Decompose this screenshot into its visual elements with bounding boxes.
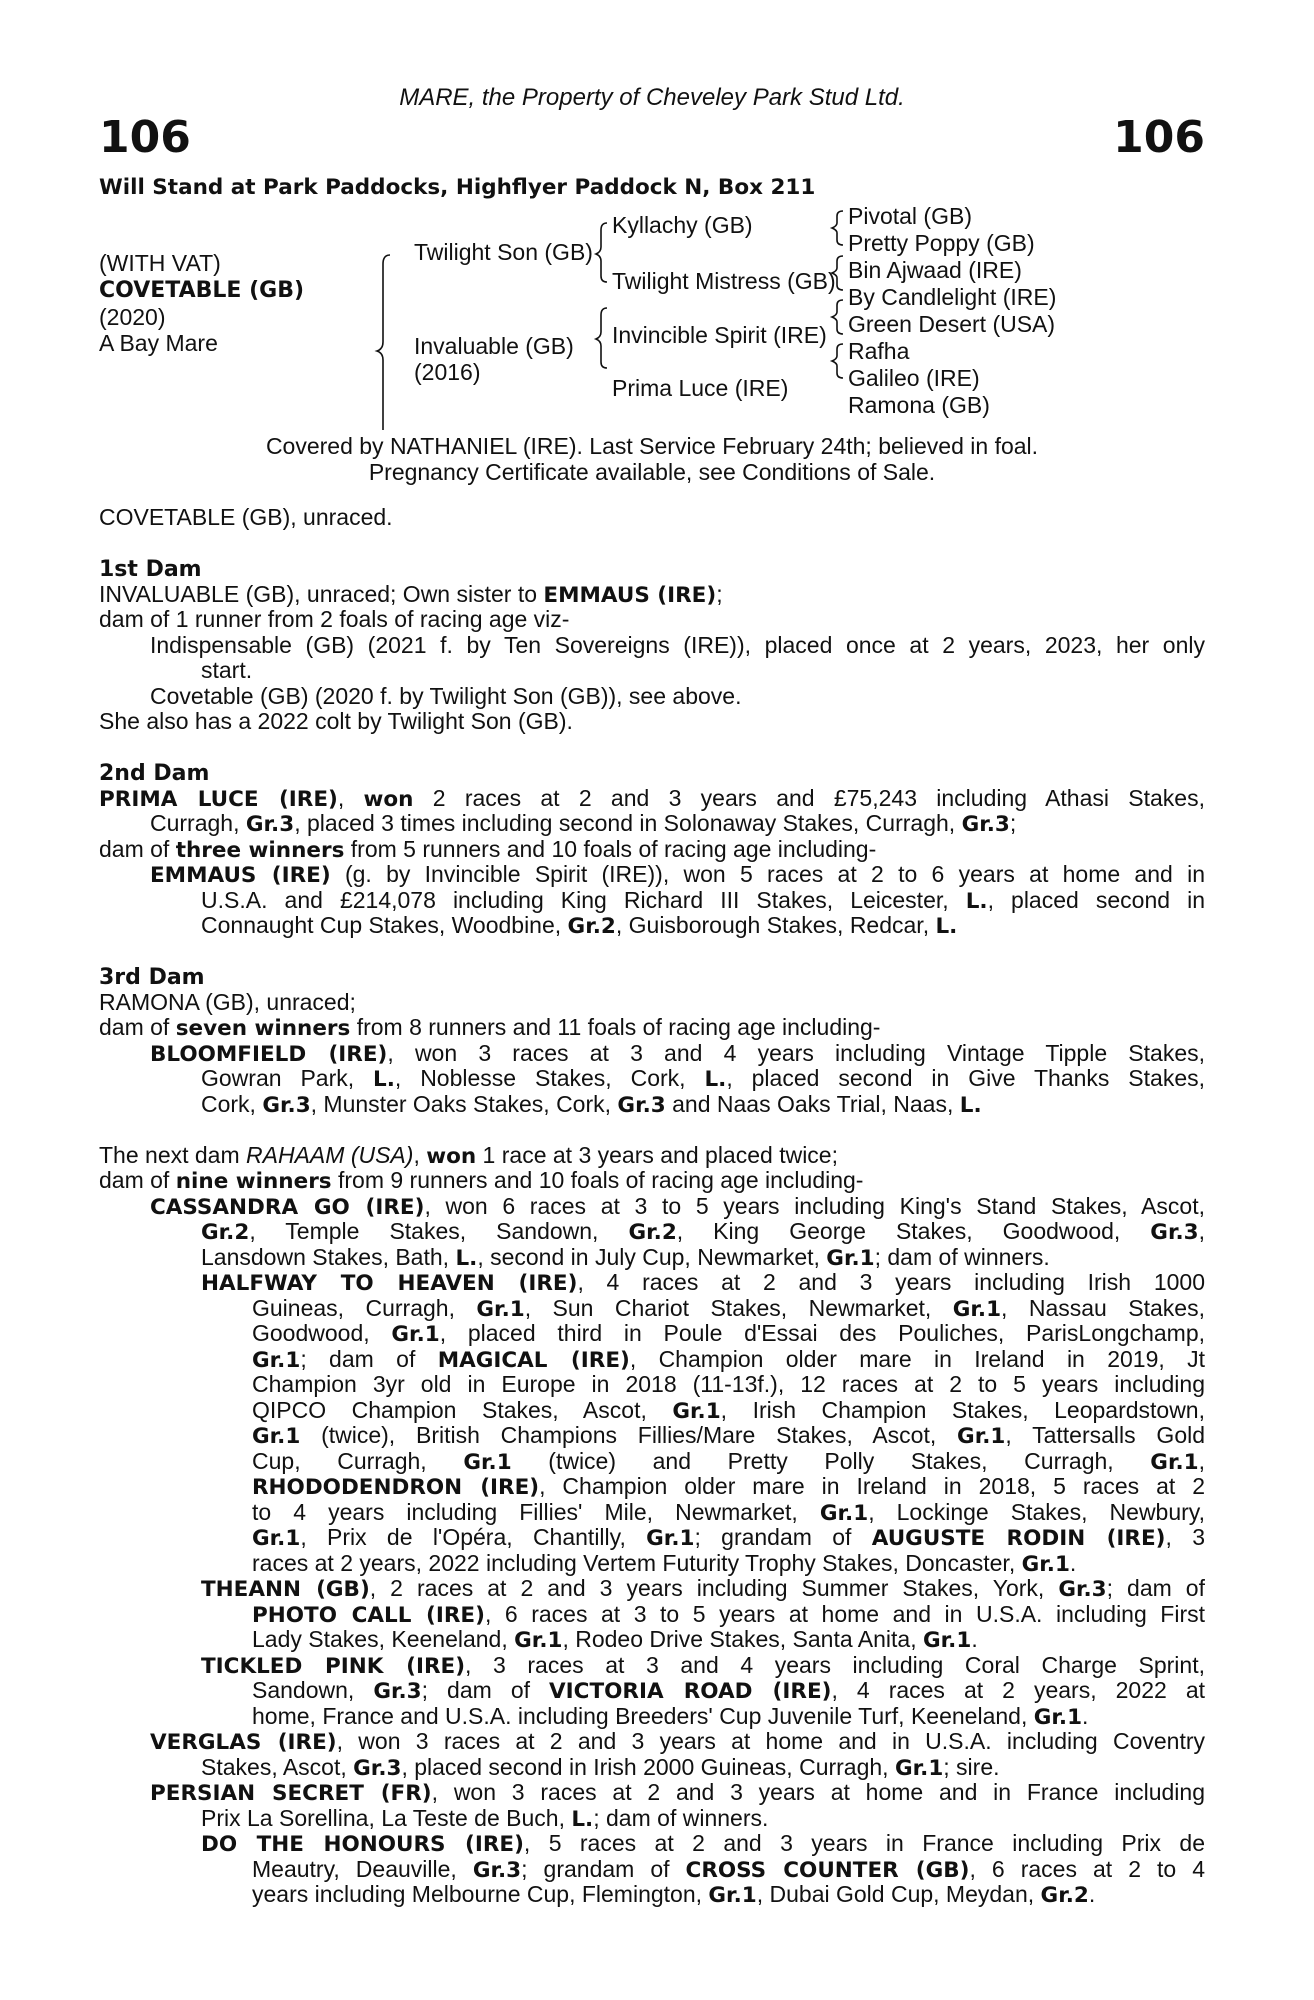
text-run: , Sun Chariot Stakes, Newmarket, [524,1295,953,1321]
text-line [99,1321,1205,1347]
text-line [99,1678,1205,1704]
text-run: , placed 3 times including second in Solonaway Stakes, Curragh, [294,811,962,836]
bold-text: Gr.1 [819,1500,869,1525]
text-run: , Noblesse Stakes, Cork, [394,1066,705,1091]
bold-text: MAGICAL (IRE) [437,1347,630,1372]
text-run: Cup, Curragh, [252,1448,464,1474]
dam-dam: Prima Luce (IRE) [612,375,789,401]
text-run: , Guisborough Stakes, Redcar, [615,913,936,938]
dam-year: (2016) [414,359,481,385]
section-heading [99,964,1205,990]
bold-text: Gr.1 [391,1322,440,1347]
text-line [99,1704,1205,1730]
text-line [99,862,1205,888]
text-run: . [1069,1550,1077,1576]
text-run: dam of [99,1015,176,1040]
text-run: , second in July Cup, Newmarket, [477,1244,827,1270]
bold-text: Gr.3 [472,1857,522,1882]
text-run: dam of 1 runner from 2 foals of racing age viz- [99,607,570,632]
text-line [99,1041,1205,1067]
text-line [99,1092,1205,1118]
bold-text: Gr.2 [567,914,616,939]
text-run: 1 race at 3 years and placed twice; [476,1142,838,1168]
text-run: , 5 races at 2 and 3 years in France including Prix de [523,1831,1205,1856]
ggp-4: By Candlelight (IRE) [848,284,1057,310]
text-line [99,1806,1205,1832]
bold-text: VERGLAS (IRE) [150,1730,337,1755]
bold-text: AUGUSTE RODIN (IRE) [871,1526,1166,1551]
text-run: Covetable (GB) (2020 f. by Twilight Son (GB)), see above. [150,683,742,709]
text-line [99,1500,1205,1526]
text-line [99,1015,1205,1041]
bold-text: PERSIAN SECRET (FR) [150,1781,432,1806]
cover-line-1: Covered by NATHANIEL (IRE). Last Service February 24th; believed in foal. [265,433,1039,459]
text-run: . [971,1627,978,1652]
text-run: and Naas Oaks Trial, Naas, [665,1091,960,1117]
bold-text: Gr.3 [373,1679,422,1704]
text-run: 2 races at 2 and 3 years and £75,243 including Athasi Stakes, [413,785,1205,811]
text-run: , [1198,1219,1205,1244]
bold-text: Gr.2 [628,1220,677,1245]
dam: Invaluable (GB) [414,333,574,359]
text-run: , 6 races at 3 to 5 years at home and in U.S.A. including First [484,1601,1205,1627]
covering-note [99,434,1205,485]
cover-line-2: Pregnancy Certificate available, see Conditions of Sale. [368,458,936,485]
text-run: , placed third in Poule d'Essai des Pouliches, ParisLongchamp, [439,1321,1205,1346]
section-heading [99,556,1205,582]
ggp-5: Green Desert (USA) [848,311,1056,337]
text-line [99,1831,1205,1857]
text-run: Sandown, [252,1678,374,1703]
bold-text: Gr.1 [463,1449,512,1474]
text-run: , [1198,1448,1205,1474]
ggp-2: Pretty Poppy (GB) [848,230,1035,256]
text-line [99,990,1205,1016]
text-run: to 4 years including Fillies' Mile, Newmarket, [252,1499,820,1525]
bold-text: Gr.1 [646,1526,695,1551]
text-run: home, France and U.S.A. including Breeders' Cup Juvenile Turf, Keeneland, [252,1703,1034,1729]
text-run: dam of [99,1168,176,1193]
text-line [99,1449,1205,1475]
text-line [99,607,1205,633]
text-line [99,1755,1205,1781]
bold-text: Gr.1 [708,1883,757,1908]
text-run: , 6 races at 2 to 4 [969,1856,1205,1882]
sire-dam: Twilight Mistress (GB) [612,268,836,294]
subject-vat: (WITH VAT) [99,250,221,276]
bold-text: BLOOMFIELD (IRE) [150,1041,388,1066]
text-run: Guineas, Curragh, [252,1295,477,1321]
bold-text: Gr.3 [262,1092,311,1117]
text-run: (twice), British Champions Fillies/Mare Stakes, Ascot, [300,1423,958,1448]
text-run: She also has a 2022 colt by Twilight Son (GB). [99,709,573,734]
text-run: , won 6 races at 3 to 5 years including King's Stand Stakes, Ascot, [424,1193,1205,1219]
bold-text: L. [935,914,958,939]
italic-text: RAHAAM (USA) [246,1142,414,1168]
text-run: ; dam of [1106,1576,1205,1601]
text-run: ; [1009,811,1017,836]
blank-line [99,531,1205,557]
bold-text: Gr.2 [1040,1883,1089,1908]
text-line [99,786,1205,812]
text-run: , Prix de l'Opéra, Chantilly, [300,1525,647,1550]
bold-text: Gr.1 [252,1424,301,1449]
text-line [99,633,1205,659]
bold-text: L. [965,888,988,913]
bold-text: Gr.2 [201,1220,250,1245]
text-line [99,1474,1205,1500]
lot-number-left: 106 [99,112,191,163]
text-run: , Rodeo Drive Stakes, Santa Anita, [562,1627,923,1652]
text-run: . [1082,1703,1089,1729]
text-line [99,1525,1205,1551]
ggp-1: Pivotal (GB) [848,203,972,229]
text-run: (g. by Invincible Spirit (IRE)), won 5 races at 2 to 6 years at home and in [330,862,1205,887]
bold-text: L. [959,1092,982,1117]
text-run: , Lockinge Stakes, Newbury, [868,1499,1205,1525]
dam-sire: Invincible Spirit (IRE) [612,322,827,348]
blank-line [99,939,1205,965]
bold-text: L. [571,1806,594,1831]
bold-text: won [426,1143,477,1168]
text-line [99,658,1205,684]
text-line [99,1296,1205,1322]
text-run: COVETABLE (GB), unraced. [99,505,393,530]
ggp-6: Rafha [848,338,910,364]
text-line [99,582,1205,608]
text-run: U.S.A. and £214,078 including King Richard III Stakes, Leicester, [201,887,966,913]
text-run: INVALUABLE (GB), unraced; Own sister to [99,581,544,607]
catalogue-page [99,0,1205,2000]
text-run: Indispensable (GB) (2021 f. by Ten Sovereigns (IRE)), placed once at 2 years, 2023, her only [150,632,1205,658]
text-run: , 2 races at 2 and 3 years including Summer Stakes, York, [369,1576,1059,1601]
text-line [99,1143,1205,1169]
text-run: , won 3 races at 2 and 3 years at home and in France including [431,1780,1205,1805]
text-run: races at 2 years, 2022 including Vertem Futurity Trophy Stakes, Doncaster, [252,1550,1022,1576]
text-run: start. [201,658,253,683]
text-line [99,1372,1205,1398]
text-run: , Nassau Stakes, [1001,1295,1205,1321]
subject-description: A Bay Mare [99,330,218,356]
bold-text: Gr.1 [252,1347,301,1372]
bold-text: L. [704,1067,727,1092]
text-run: ; dam of [300,1346,438,1372]
bold-text: Gr.1 [1021,1551,1070,1576]
text-run: Gowran Park, [201,1066,374,1091]
text-line [99,1194,1205,1220]
text-run: from 8 runners and 11 foals of racing age including- [350,1015,881,1040]
text-run: Cork, [201,1091,263,1117]
text-run: , 4 races at 2 years, 2022 at [831,1678,1205,1703]
bold-text: TICKLED PINK (IRE) [201,1653,466,1678]
produce-record [99,505,1205,1908]
text-run: ; dam of winners. [593,1805,769,1831]
text-line [99,1627,1205,1653]
blank-line [99,1117,1205,1143]
text-run: , Champion older mare in Ireland in 2019, Jt [629,1346,1205,1372]
bold-text: HALFWAY TO HEAVEN (IRE) [201,1271,578,1296]
text-run: Curragh, [150,811,246,836]
subject-name: COVETABLE (GB) [99,278,305,303]
bold-text: VICTORIA ROAD (IRE) [549,1679,832,1704]
bold-text: three winners [175,837,345,862]
text-run: , King George Stakes, Goodwood, [676,1219,1151,1244]
heading-text: 3rd Dam [99,965,205,990]
text-run: , placed second in Irish 2000 Guineas, Curragh, [401,1754,895,1780]
text-run: (twice) and Pretty Polly Stakes, Curragh, [511,1448,1151,1474]
text-run: Goodwood, [252,1321,392,1346]
text-line [99,1270,1205,1296]
text-run: Stakes, Ascot, [201,1754,354,1780]
text-line [99,1347,1205,1373]
bold-text: Gr.1 [894,1755,944,1780]
lot-number-right: 106 [1113,112,1205,163]
bold-text: Gr.1 [672,1398,721,1423]
bold-text: Gr.1 [252,1526,301,1551]
bold-text: Gr.1 [1033,1704,1083,1729]
text-run: Meautry, Deauville, [252,1856,473,1882]
bold-text: Gr.1 [957,1424,1006,1449]
text-run: , placed second in Give Thanks Stakes, [726,1066,1205,1091]
text-run: from 5 runners and 10 foals of racing age including- [344,836,877,862]
text-run: Lansdown Stakes, Bath, [201,1244,456,1270]
text-run: dam of [99,836,176,862]
text-run: , [337,785,364,811]
text-line [99,1219,1205,1245]
text-run: , 3 races at 3 and 4 years including Coral Charge Sprint, [465,1652,1205,1678]
bold-text: nine winners [175,1169,332,1194]
text-run: , Dubai Gold Cup, Meydan, [756,1882,1041,1907]
text-run: , won 3 races at 2 and 3 years at home and in U.S.A. including Coventry [336,1729,1205,1754]
text-line [99,1423,1205,1449]
section-heading [99,760,1205,786]
text-line [99,837,1205,863]
text-run: The next dam [99,1142,247,1168]
bold-text: L. [455,1245,478,1270]
text-line [99,1780,1205,1806]
bold-text: RHODODENDRON (IRE) [252,1475,540,1500]
text-line [99,888,1205,914]
text-line [99,1882,1205,1908]
bold-text: L. [373,1067,395,1092]
bold-text: Gr.3 [353,1755,402,1780]
text-line [99,1245,1205,1271]
text-line [99,1576,1205,1602]
text-run: . [1088,1882,1096,1907]
bold-text: Gr.3 [961,812,1010,837]
text-line [99,913,1205,939]
text-line [99,811,1205,837]
blank-line [99,735,1205,761]
text-line [99,505,1205,531]
sire: Twilight Son (GB) [414,239,593,265]
text-run: ; grandam of [521,1856,686,1882]
bold-text: EMMAUS (IRE) [150,863,331,888]
text-line [99,1066,1205,1092]
text-run: , Munster Oaks Stakes, Cork, [310,1091,618,1117]
bold-text: Gr.1 [923,1628,972,1653]
bold-text: Gr.3 [245,812,295,837]
text-run: from 9 runners and 10 foals of racing age including- [331,1168,864,1193]
text-run: , Temple Stakes, Sandown, [249,1219,629,1244]
text-line [99,1398,1205,1424]
ggp-7: Galileo (IRE) [848,365,980,391]
text-line [99,1551,1205,1577]
text-line [99,684,1205,710]
text-line [99,1857,1205,1883]
bold-text: Gr.3 [1150,1220,1199,1245]
text-run: RAMONA (GB), unraced; [99,989,356,1015]
text-run: , [413,1142,427,1168]
bold-text: PHOTO CALL (IRE) [252,1602,485,1627]
heading-text: 1st Dam [99,557,202,582]
bold-text: Gr.1 [1150,1449,1199,1474]
text-run: years including Melbourne Cup, Flemington, [252,1882,709,1907]
text-run: ; dam of winners. [874,1244,1050,1270]
text-run: ; [716,581,723,607]
text-run: ; grandam of [694,1525,872,1550]
ggp-3: Bin Ajwaad (IRE) [848,257,1022,283]
bold-text: Gr.1 [952,1296,1002,1321]
bold-text: seven winners [175,1016,351,1041]
sire-sire: Kyllachy (GB) [612,212,753,238]
text-run: , 3 [1165,1525,1205,1550]
text-run: Prix La Sorellina, La Teste de Buch, [201,1805,572,1831]
bold-text: Gr.1 [826,1245,875,1270]
text-run: , Tattersalls Gold [1005,1423,1205,1448]
text-run: ; dam of [421,1678,550,1703]
pedigree-table [99,200,1205,430]
text-run: QIPCO Champion Stakes, Ascot, [252,1397,673,1423]
text-run: Champion 3yr old in Europe in 2018 (11-13f.), 12 races at 2 to 5 years including [252,1372,1205,1397]
text-run: , Irish Champion Stakes, Leopardstown, [720,1397,1205,1423]
bold-text: DO THE HONOURS (IRE) [201,1832,524,1857]
subject-year: (2020) [99,304,166,330]
text-line [99,1729,1205,1755]
text-run: , placed second in [987,887,1205,913]
bold-text: Gr.1 [514,1628,563,1653]
text-run: , Champion older mare in Ireland in 2018, 5 races at 2 [539,1474,1205,1499]
heading-text: 2nd Dam [99,761,210,786]
text-run: Lady Stakes, Keeneland, [252,1627,515,1652]
bold-text: Gr.1 [476,1296,525,1321]
text-run: , 4 races at 2 and 3 years including Irish 1000 [577,1270,1205,1295]
stabling-location: Will Stand at Park Paddocks, Highflyer Paddock N, Box 211 [99,175,816,200]
ggp-8: Ramona (GB) [848,392,990,418]
bold-text: THEANN (GB) [201,1577,370,1602]
text-run: , won 3 races at 3 and 4 years including Vintage Tipple Stakes, [387,1040,1205,1066]
owner-line: MARE, the Property of Cheveley Park Stud Ltd. [399,84,905,111]
bold-text: Gr.3 [1058,1577,1107,1602]
text-line [99,1168,1205,1194]
bold-text: won [363,786,414,811]
bold-text: Gr.3 [617,1092,666,1117]
bold-text: EMMAUS (IRE) [543,582,717,607]
text-run: ; sire. [943,1754,1000,1780]
text-run: Connaught Cup Stakes, Woodbine, [201,913,568,938]
text-line [99,709,1205,735]
bold-text: CROSS COUNTER (GB) [685,1857,970,1882]
text-line [99,1602,1205,1628]
bold-text: CASSANDRA GO (IRE) [150,1194,425,1219]
text-line [99,1653,1205,1679]
bold-text: PRIMA LUCE (IRE) [99,786,338,811]
